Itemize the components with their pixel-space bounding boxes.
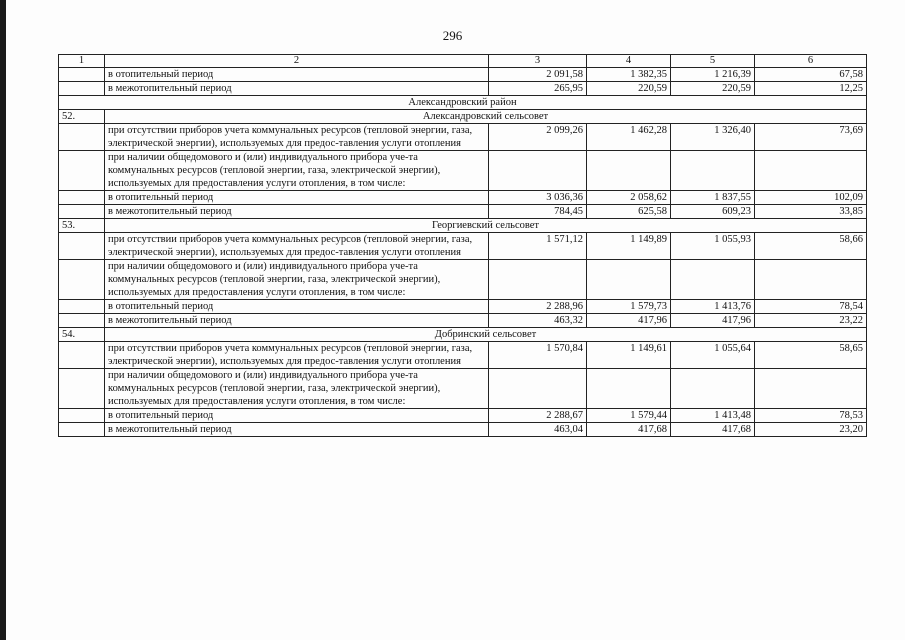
cell-value: 1 216,39 xyxy=(671,68,755,82)
section-header-row xyxy=(59,110,867,124)
table-row xyxy=(59,300,867,314)
cell-value: 67,58 xyxy=(755,68,867,82)
cell-value: 2 288,67 xyxy=(489,409,587,423)
cell-value: 1 579,44 xyxy=(587,409,671,423)
row-label: в отопительный период xyxy=(105,68,489,82)
cell-value: 1 055,93 xyxy=(671,233,755,260)
table-row xyxy=(59,423,867,437)
cell-value: 73,69 xyxy=(755,124,867,151)
cell-value: 417,68 xyxy=(671,423,755,437)
cell-value: 609,23 xyxy=(671,205,755,219)
cell-value: 417,68 xyxy=(587,423,671,437)
cell-value: 3 036,36 xyxy=(489,191,587,205)
table-row xyxy=(59,82,867,96)
cell-value: 2 099,26 xyxy=(489,124,587,151)
table-row xyxy=(59,191,867,205)
section-title: Александровский сельсовет xyxy=(105,110,867,124)
cell-value: 1 413,76 xyxy=(671,300,755,314)
table-row xyxy=(59,151,867,191)
column-number: 1 xyxy=(59,55,105,68)
cell-value: 784,45 xyxy=(489,205,587,219)
row-label: в межотопительный период xyxy=(105,314,489,328)
section-number: 54. xyxy=(59,328,105,342)
cell-value: 78,54 xyxy=(755,300,867,314)
cell-value: 1 579,73 xyxy=(587,300,671,314)
cell-value: 58,65 xyxy=(755,342,867,369)
cell-value: 417,96 xyxy=(671,314,755,328)
cell-value: 1 571,12 xyxy=(489,233,587,260)
column-number-row xyxy=(59,55,867,68)
column-number: 5 xyxy=(671,55,755,68)
row-label: в отопительный период xyxy=(105,191,489,205)
cell-value: 463,04 xyxy=(489,423,587,437)
cell-value: 417,96 xyxy=(587,314,671,328)
table-row xyxy=(59,369,867,409)
section-header-row xyxy=(59,328,867,342)
cell-value: 220,59 xyxy=(671,82,755,96)
row-label: при наличии общедомового и (или) индивидуального прибора уче-та коммунальных ресурсов (тепловой энергии, газа, электрической энергии), используемых для предоставления услуги отопления, в том числе: xyxy=(105,151,489,191)
row-label: в межотопительный период xyxy=(105,82,489,96)
scan-edge-shadow xyxy=(0,0,6,640)
cell-value: 23,20 xyxy=(755,423,867,437)
table-row xyxy=(59,260,867,300)
cell-value: 23,22 xyxy=(755,314,867,328)
cell-value: 102,09 xyxy=(755,191,867,205)
row-label: в межотопительный период xyxy=(105,205,489,219)
cell-value: 220,59 xyxy=(587,82,671,96)
region-title: Александровский район xyxy=(59,96,867,110)
row-label: при наличии общедомового и (или) индивидуального прибора уче-та коммунальных ресурсов (тепловой энергии, газа, электрической энергии), используемых для предоставления услуги отопления, в том числе: xyxy=(105,369,489,409)
cell-value: 1 837,55 xyxy=(671,191,755,205)
column-number: 3 xyxy=(489,55,587,68)
table-row xyxy=(59,205,867,219)
table-row xyxy=(59,68,867,82)
column-number: 2 xyxy=(105,55,489,68)
row-label: при отсутствии приборов учета коммунальных ресурсов (тепловой энергии, газа, электрической энергии), используемых для предос-тавления услуги отопления xyxy=(105,233,489,260)
section-title: Добринский сельсовет xyxy=(105,328,867,342)
region-header-row xyxy=(59,96,867,110)
cell-value: 2 091,58 xyxy=(489,68,587,82)
cell-value: 58,66 xyxy=(755,233,867,260)
page-number: 296 xyxy=(442,28,463,43)
section-title: Георгиевский сельсовет xyxy=(105,219,867,233)
section-number: 53. xyxy=(59,219,105,233)
cell-value: 1 382,35 xyxy=(587,68,671,82)
cell-value: 1 462,28 xyxy=(587,124,671,151)
table-row xyxy=(59,342,867,369)
row-label: при отсутствии приборов учета коммунальных ресурсов (тепловой энергии, газа, электрической энергии), используемых для предос-тавления услуги отопления xyxy=(105,124,489,151)
table-row xyxy=(59,314,867,328)
cell-value: 1 055,64 xyxy=(671,342,755,369)
cell-value: 1 149,89 xyxy=(587,233,671,260)
row-label: при наличии общедомового и (или) индивидуального прибора уче-та коммунальных ресурсов (тепловой энергии, газа, электрической энергии), используемых для предоставления услуги отопления, в том числе: xyxy=(105,260,489,300)
table-row xyxy=(59,233,867,260)
cell-value: 1 570,84 xyxy=(489,342,587,369)
cell-value: 78,53 xyxy=(755,409,867,423)
cell-value: 625,58 xyxy=(587,205,671,219)
section-header-row xyxy=(59,219,867,233)
cell-value: 1 413,48 xyxy=(671,409,755,423)
cell-value: 33,85 xyxy=(755,205,867,219)
column-number: 4 xyxy=(587,55,671,68)
cell-value: 1 326,40 xyxy=(671,124,755,151)
cell-value: 2 288,96 xyxy=(489,300,587,314)
row-label: в отопительный период xyxy=(105,300,489,314)
section-number: 52. xyxy=(59,110,105,124)
cell-value: 265,95 xyxy=(489,82,587,96)
column-number: 6 xyxy=(755,55,867,68)
cell-value: 2 058,62 xyxy=(587,191,671,205)
cell-value: 463,32 xyxy=(489,314,587,328)
cell-value: 1 149,61 xyxy=(587,342,671,369)
table-row xyxy=(59,124,867,151)
table-row xyxy=(59,409,867,423)
cell-value: 12,25 xyxy=(755,82,867,96)
tariff-table xyxy=(58,54,867,437)
row-label: при отсутствии приборов учета коммунальных ресурсов (тепловой энергии, газа, электрической энергии), используемых для предос-тавления услуги отопления xyxy=(105,342,489,369)
row-label: в отопительный период xyxy=(105,409,489,423)
row-label: в межотопительный период xyxy=(105,423,489,437)
